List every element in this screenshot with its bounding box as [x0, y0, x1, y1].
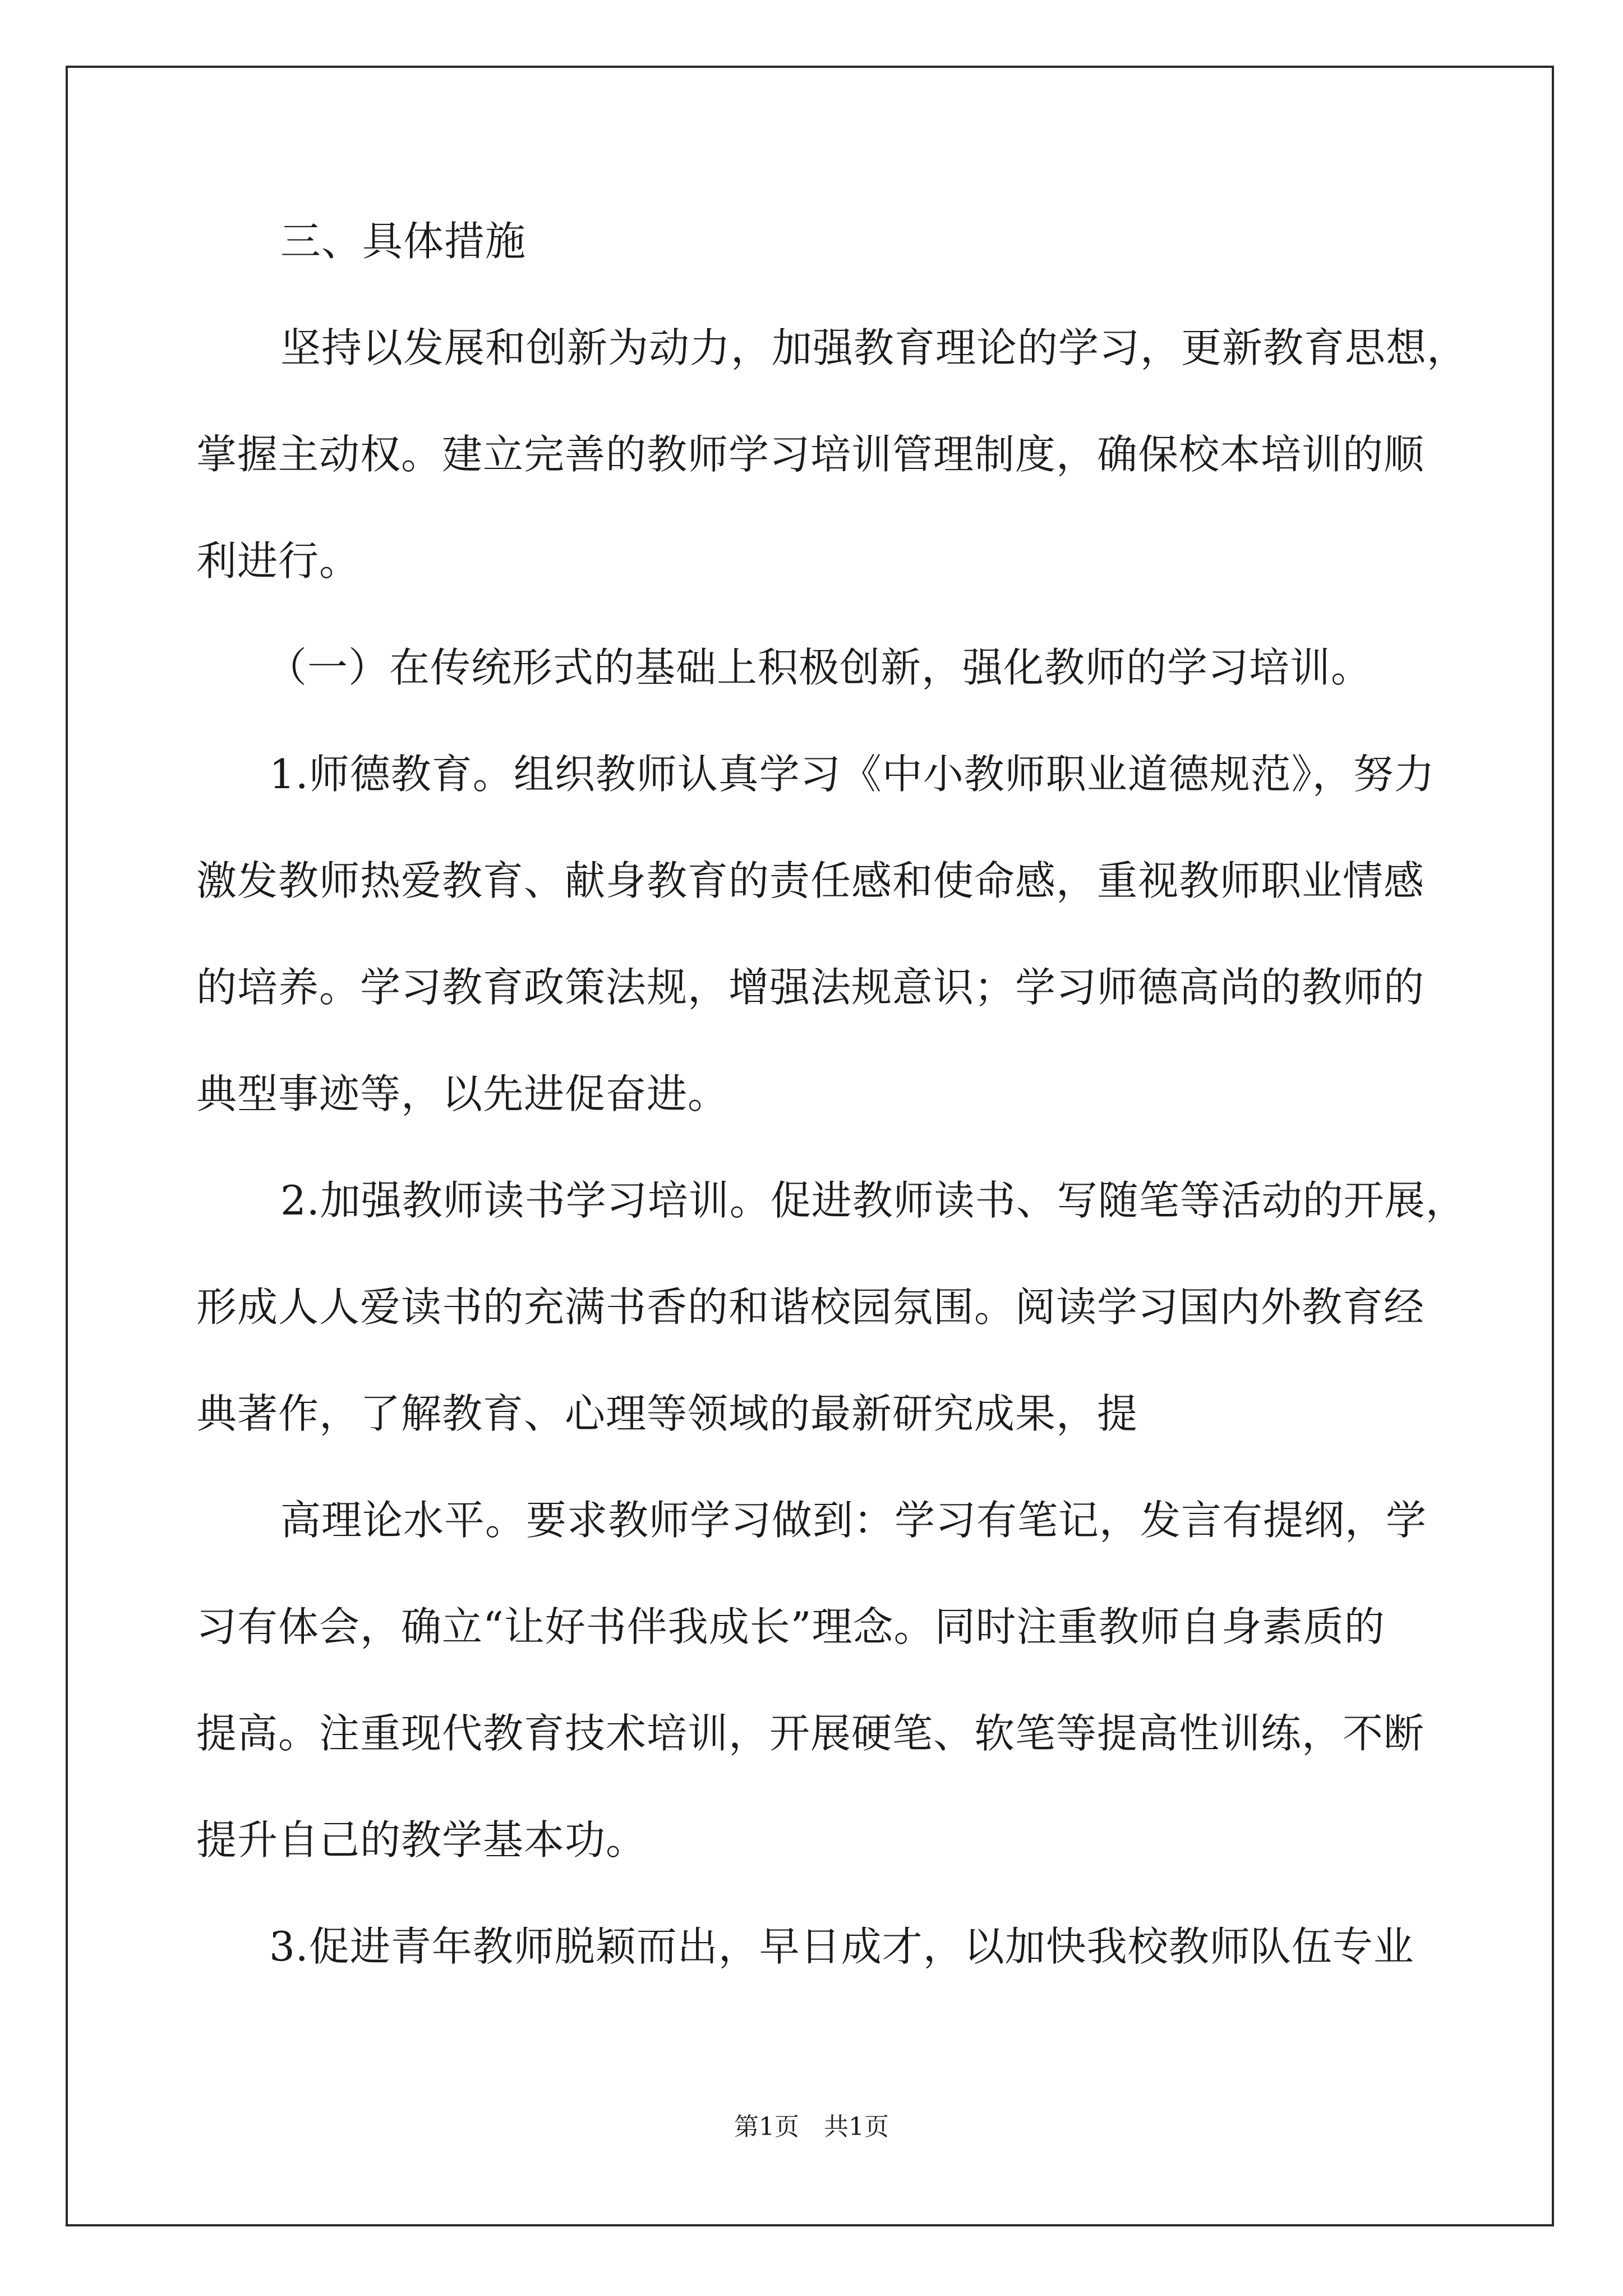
paragraph-line: 典著作，了解教育、心理等领域的最新研究成果，提	[196, 1390, 1138, 1437]
subsection-heading: （一）在传统形式的基础上积极创新，强化教师的学习培训。	[266, 644, 1372, 691]
paragraph-line: 高理论水平。要求教师学习做到：学习有笔记，发言有提纲，学	[280, 1497, 1427, 1544]
paragraph-line: 掌握主动权。建立完善的教师学习培训管理制度，确保校本培训的顺	[196, 431, 1425, 478]
paragraph-line: 的培养。学习教育政策法规，增强法规意识；学习师德高尚的教师的	[196, 964, 1425, 1011]
paragraph-line: 利进行。	[196, 537, 361, 585]
paragraph-line: 2.加强教师读书学习培训。促进教师读书、写随笔等活动的开展，	[280, 1177, 1467, 1224]
page-number-footer: 第1页 共1页	[734, 2113, 889, 2141]
paragraph-line: 形成人人爱读书的充满书香的和谐校园氛围。阅读学习国内外教育经	[196, 1283, 1425, 1331]
section-heading: 三、具体措施	[280, 218, 527, 265]
paragraph-line: 3.促进青年教师脱颖而出，早日成才，以加快我校教师队伍专业	[269, 1923, 1414, 1970]
paragraph-line: 1.师德教育。组织教师认真学习《中小教师职业道德规范》，努力	[269, 751, 1435, 798]
page-border	[66, 66, 1554, 2226]
paragraph-line: 典型事迹等，以先进促奋进。	[196, 1070, 729, 1117]
paragraph-line: 激发教师热爱教育、献身教育的责任感和使命感，重视教师职业情感	[196, 857, 1425, 904]
paragraph-line: 坚持以发展和创新为动力，加强教育理论的学习，更新教育思想，	[280, 324, 1468, 371]
paragraph-line: 提高。注重现代教育技术培训，开展硬笔、软笔等提高性训练，不断	[196, 1710, 1425, 1757]
paragraph-line: 提升自己的教学基本功。	[196, 1816, 647, 1864]
paragraph-line: 习有体会，确立“让好书伴我成长”理念。同时注重教师自身素质的	[196, 1603, 1385, 1650]
